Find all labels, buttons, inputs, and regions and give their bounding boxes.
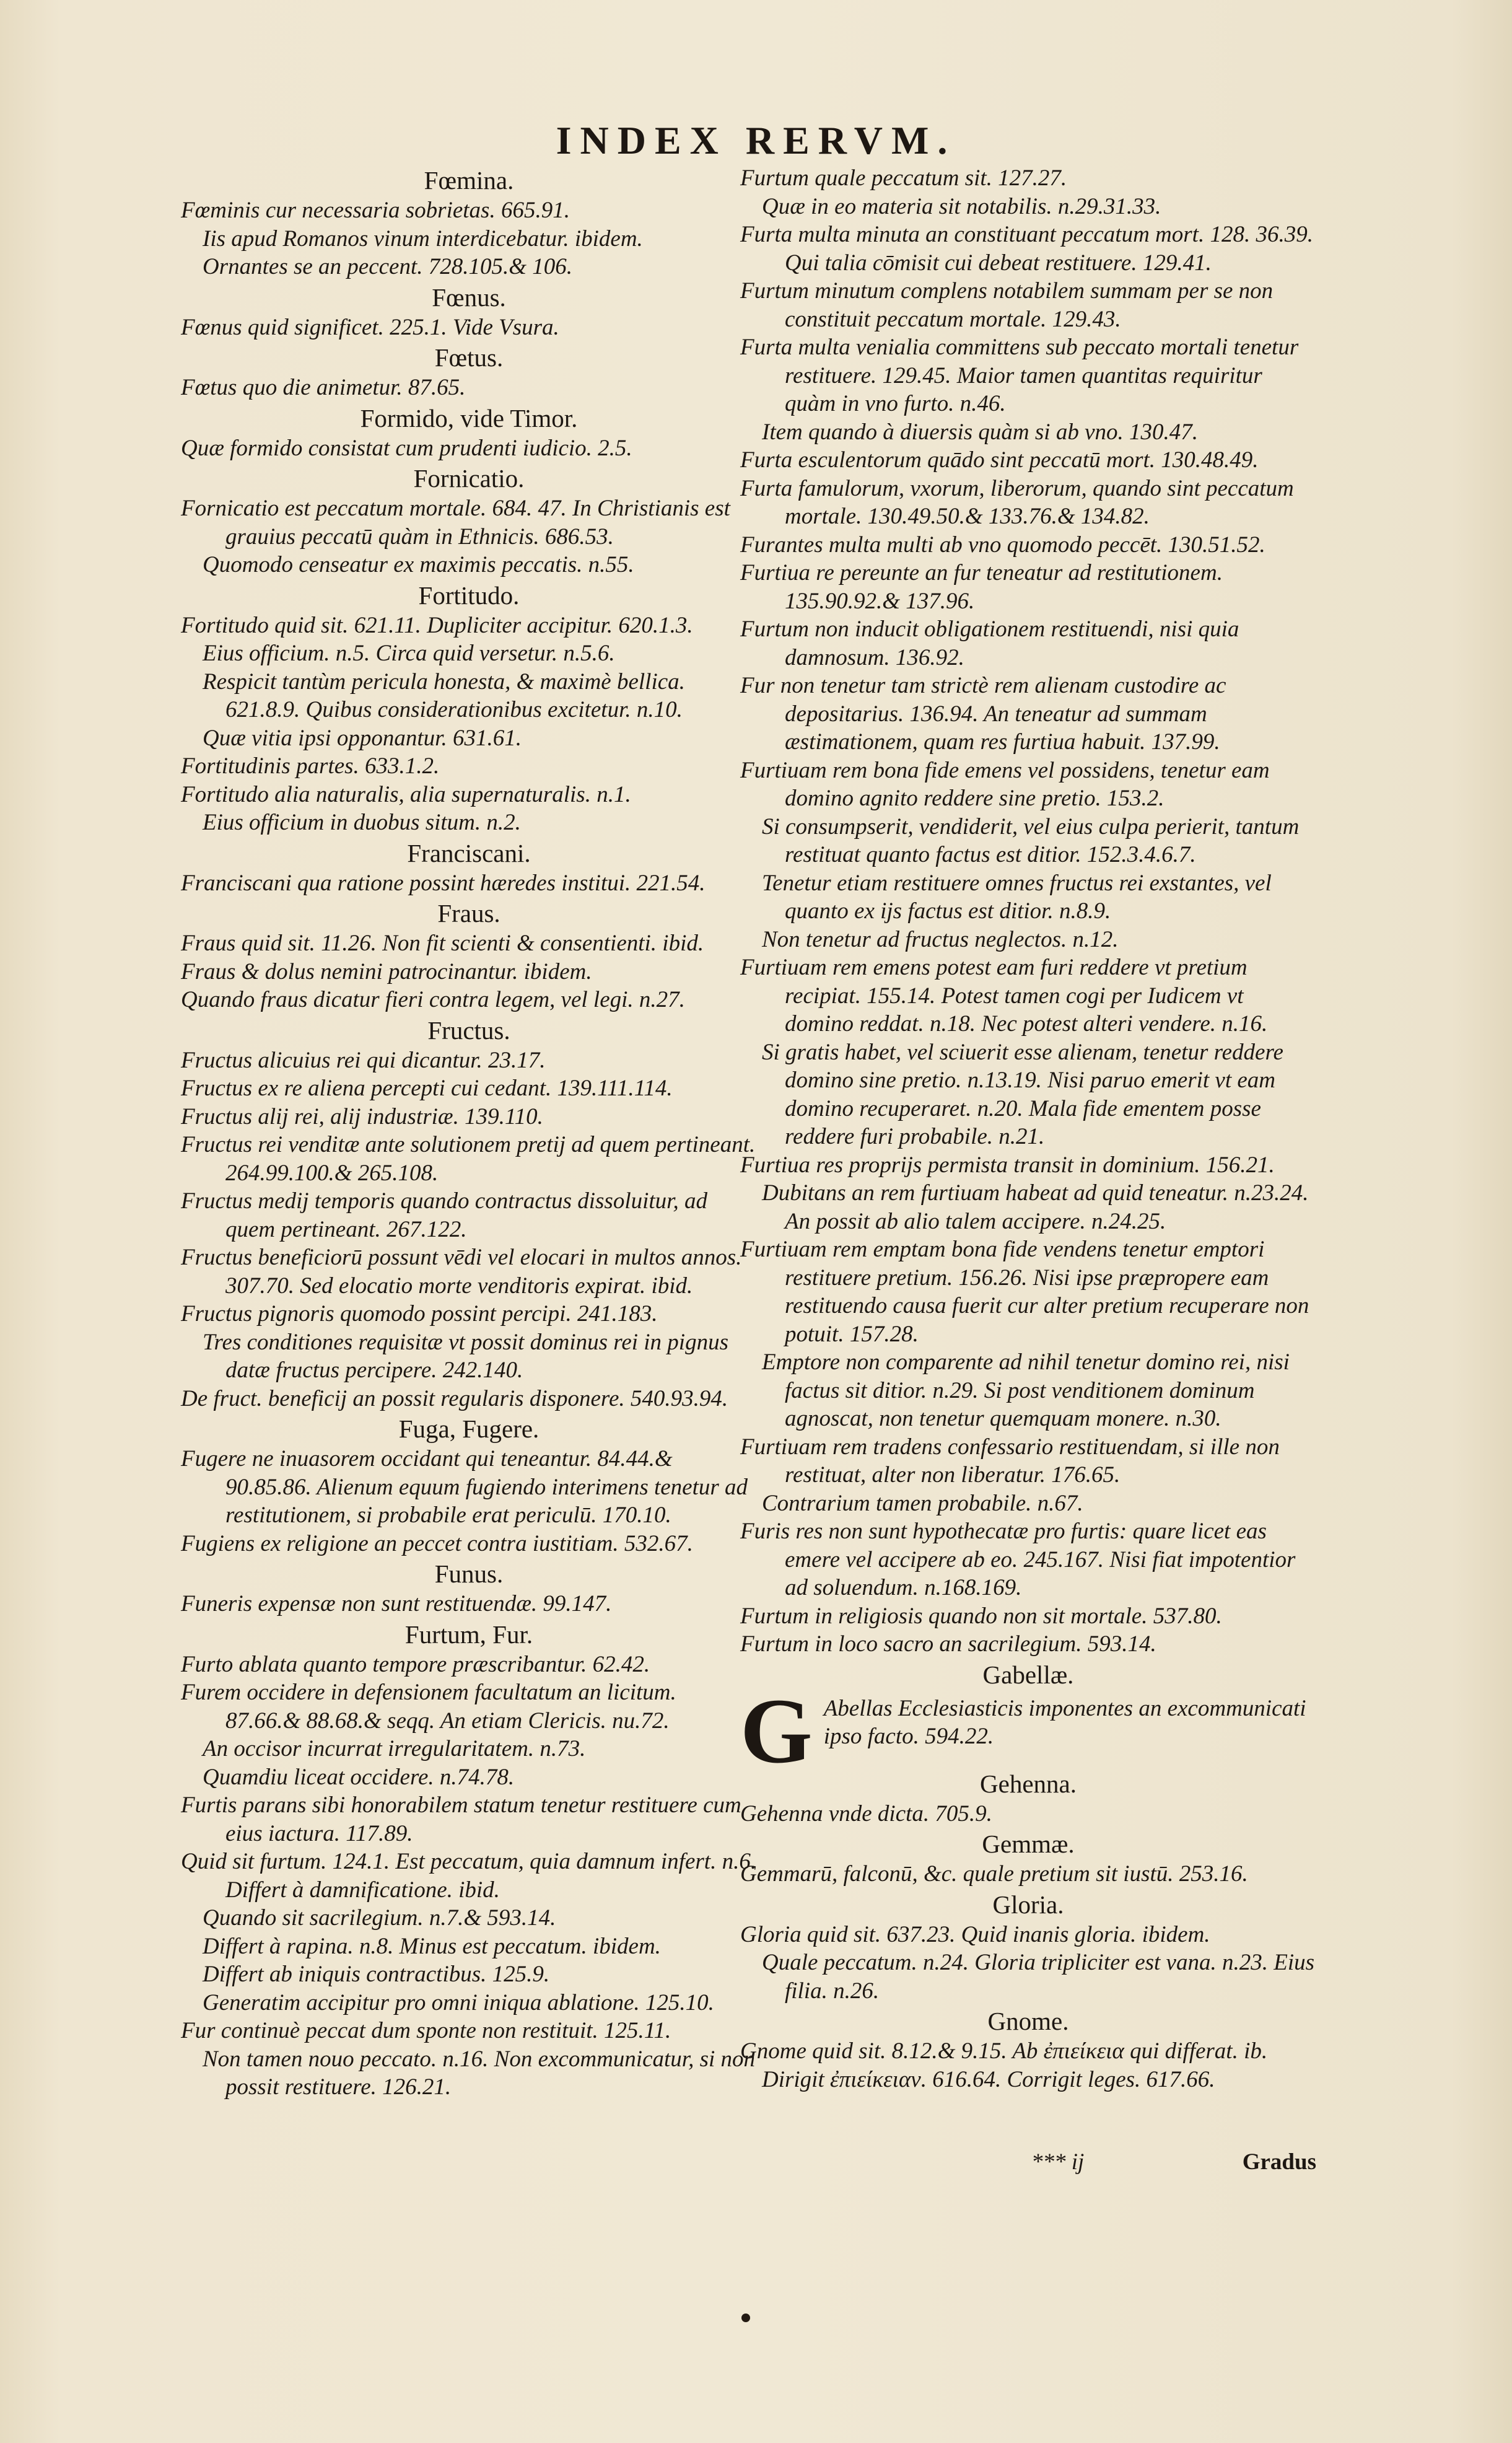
index-subentry: Item quando à diuersis quàm si ab vno. 130.47. [762, 419, 1198, 445]
index-subentry: Dirigit ἐπιείκειαν. 616.64. Corrigit leges. 617.66. [762, 2066, 1215, 2092]
index-entry: Quando fraus dicatur fieri contra legem, vel legi. n.27. [181, 987, 685, 1012]
index-heading: Fructus. [427, 1015, 510, 1045]
index-entry: Furtum non inducit obligationem restituendi, nisi quia damnosum. 136.92. [740, 616, 1239, 670]
index-entry: Furta multa venialia committens sub peccato mortali tenetur restituere. 129.45. Maior tamen quantitas requiritur quàm in vno furto. n.46. [740, 335, 1299, 416]
index-entry: Fugiens ex religione an peccet contra iustitiam. 532.67. [181, 1530, 693, 1556]
catchword: Gradus [1242, 2149, 1316, 2175]
index-subentry: Generatim accipitur pro omni iniqua ablatione. 125.10. [203, 1989, 714, 2015]
right-column [740, 164, 1316, 2094]
index-entry: Furtis parans sibi honorabilem statum tenetur restituere cum eius iactura. 117.89. [181, 1792, 741, 1846]
index-heading: Fortitudo. [418, 581, 520, 610]
index-subentry: Emptore non comparente ad nihil tenetur domino rei, nisi factus sit ditior. n.29. Si post venditionem dominum agnoscat, non tenetur quemquam monere. n.30. [762, 1349, 1290, 1431]
index-entry: Fraus quid sit. 11.26. Non fit scienti & consentienti. ibid. [181, 931, 704, 956]
index-subentry: Eius officium in duobus situm. n.2. [203, 810, 521, 835]
index-entry: Fortitudinis partes. 633.1.2. [181, 753, 440, 779]
index-entry: Fœnus quid significet. 225.1. Vide Vsura. [181, 314, 559, 340]
index-subentry: Non tamen nouo peccato. n.16. Non excommunicatur, si non possit restituere. 126.21. [203, 2046, 755, 2100]
index-entry: Gnome quid sit. 8.12.& 9.15. Ab ἐπιείκεια qui differat. ib. [740, 2038, 1268, 2064]
index-entry: Furtum quale peccatum sit. 127.27. [740, 165, 1067, 191]
index-entry: Furantes multa multi ab vno quomodo peccēt. 130.51.52. [740, 532, 1265, 558]
index-heading: Fœnus. [432, 283, 506, 312]
index-subentry: Eius officium. n.5. Circa quid versetur. n.5.6. [203, 641, 615, 666]
index-entry: Funeris expensæ non sunt restituendæ. 99.147. [181, 1591, 612, 1616]
index-heading: Gnome. [987, 2007, 1069, 2035]
index-entry: Furis res non sunt hypothecatæ pro furtis: quare licet eas emere vel accipere ab eo. 245.167. Nisi fiat impotentior ad soluendum. n.168.169. [740, 1519, 1296, 1600]
index-subentry: Quæ in eo materia sit notabilis. n.29.31.33. [762, 193, 1161, 219]
index-entry: Fur non tenetur tam strictè rem alienam custodire ac depositarius. 136.94. An teneatur ad summam æstimationem, quam res furtiua habuit. 137.99. [740, 673, 1226, 755]
index-subentry: Tres conditiones requisitæ vt possit dominus rei in pignus datæ fructus percipere. 242.140. [203, 1329, 728, 1383]
index-heading: Furtum, Fur. [404, 1620, 533, 1649]
index-entry: Fœminis cur necessaria sobrietas. 665.91. [181, 198, 570, 223]
index-heading: Franciscani. [407, 838, 531, 867]
index-entry: Fructus pignoris quomodo possint percipi. 241.183. [181, 1301, 658, 1327]
index-entry: Furta famulorum, vxorum, liberorum, quando sint peccatum mortale. 130.49.50.& 133.76.& 134.82. [740, 475, 1294, 529]
index-entry: Quid sit furtum. 124.1. Est peccatum, quia damnum infert. n.6. Differt à damnificatione. ibid. [181, 1849, 757, 1903]
index-subentry: An occisor incurrat irregularitatem. n.73. [203, 1736, 586, 1761]
index-subentry: Quale peccatum. n.24. Gloria tripliciter est vana. n.23. Eius filia. n.26. [762, 1950, 1314, 2004]
index-entry: De fruct. beneficij an possit regularis disponere. 540.93.94. [181, 1385, 728, 1411]
index-entry-text: Abellas Ecclesiasticis imponentes an excommunicati ipso facto. 594.22. [823, 1695, 1306, 1749]
index-entry: Furta esculentorum quādo sint peccatū mort. 130.48.49. [740, 447, 1259, 473]
index-subentry: Respicit tantùm pericula honesta, & maximè bellica. 621.8.9. Quibus considerationibus excitetur. n.10. [203, 669, 685, 722]
index-entry: Furtum in loco sacro an sacrilegium. 593.14. [740, 1631, 1156, 1657]
ink-dot [741, 2314, 750, 2322]
index-entry: Fornicatio est peccatum mortale. 684. 47. In Christianis est grauius peccatū quàm in Ethnicis. 686.53. [181, 496, 730, 550]
index-entry: Furtiua re pereunte an fur teneatur ad restitutionem. 135.90.92.& 137.96. [740, 560, 1223, 614]
index-subentry: Ornantes se an peccent. 728.105.& 106. [203, 254, 573, 279]
index-entry: Fructus beneficiorū possunt vēdi vel elocari in multos annos. 307.70. Sed elocatio morte venditoris expirat. ibid. [181, 1245, 742, 1299]
index-entry: Furtum in religiosis quando non sit mortale. 537.80. [740, 1603, 1222, 1629]
index-entry: Fructus rei venditæ ante solutionem pretij ad quem pertineant. 264.99.100.& 265.108. [181, 1132, 756, 1186]
index-entry: Fœtus quo die animetur. 87.65. [181, 375, 466, 400]
index-entry: Furto ablata quanto tempore præscribantur. 62.42. [181, 1651, 650, 1677]
index-entry: Furem occidere in defensionem facultatum an licitum. 87.66.& 88.68.& seqq. An etiam Clericis. nu.72. [181, 1680, 676, 1734]
index-heading: Gloria. [992, 1890, 1064, 1919]
index-heading: Fornicatio. [413, 464, 525, 493]
index-entry: Fortitudo quid sit. 621.11. Dupliciter accipitur. 620.1.3. [181, 612, 693, 638]
signature-mark: *** ij [1031, 2149, 1085, 2175]
index-subentry: Quomodo censeatur ex maximis peccatis. n.55. [203, 552, 634, 577]
index-entry: Franciscani qua ratione possint hæredes institui. 221.54. [181, 870, 706, 896]
index-heading: Gabellæ. [982, 1660, 1074, 1689]
index-entry: Fraus & dolus nemini patrocinantur. ibidem. [181, 958, 592, 985]
index-heading: Fraus. [437, 899, 500, 928]
index-subentry: Non tenetur ad fructus neglectos. n.12. [762, 926, 1119, 952]
index-heading: Formido, vide Timor. [360, 403, 578, 432]
index-entry: Furtiuam rem emptam bona fide vendens tenetur emptori restituere pretium. 156.26. Nisi ipse præpropere eam restituendo causa fuerit cur alter pretium recuperare non potuit. 157.28. [740, 1237, 1309, 1347]
index-subentry: Si consumpserit, vendiderit, vel eius culpa perierit, tantum restituat quanto factus est ditior. 152.3.4.6.7. [762, 814, 1300, 867]
index-entry: Furta multa minuta an constituant peccatum mort. 128. 36.39. Qui talia cōmisit cui debeat restituere. 129.41. [740, 222, 1313, 276]
index-entry: Fur continuè peccat dum sponte non restituit. 125.11. [181, 2018, 671, 2043]
index-heading: Fœmina. [424, 166, 514, 195]
index-subentry: Quamdiu liceat occidere. n.74.78. [203, 1764, 515, 1790]
index-entry: Furtiuam rem bona fide emens vel possidens, tenetur eam domino agnito reddere sine pretio. 153.2. [740, 757, 1270, 811]
index-entry: Gehenna vnde dicta. 705.9. [740, 1800, 992, 1827]
index-entry: Gemmarū, falconū, &c. quale pretium sit iustū. 253.16. [740, 1861, 1248, 1887]
index-entry: Gloria quid sit. 637.23. Quid inanis gloria. ibidem. [740, 1921, 1210, 1947]
index-heading: Gehenna. [980, 1769, 1077, 1798]
index-subentry: Contrarium tamen probabile. n.67. [762, 1490, 1083, 1516]
index-entry: Furtiuam rem tradens confessario restituendam, si ille non restituat, alter non liberatur. 176.65. [740, 1434, 1280, 1488]
index-heading: Fœtus. [434, 343, 504, 372]
index-entry: Fortitudo alia naturalis, alia supernaturalis. n.1. [181, 781, 631, 807]
index-subentry: Quando sit sacrilegium. n.7.& 593.14. [203, 1905, 556, 1931]
index-entry: Fugere ne inuasorem occidant qui teneantur. 84.44.& 90.85.86. Alienum equum fugiendo interimens tenetur ad restitutionem, si probabile erat periculū. 170.10. [181, 1446, 748, 1528]
page-title: INDEX RERVM. [556, 118, 956, 162]
index-heading: Gemmæ. [982, 1830, 1075, 1858]
index-heading: Fuga, Fugere. [398, 1414, 540, 1443]
index-entry-dropcap [740, 1679, 1316, 1783]
index-subentry: Quæ vitia ipsi opponantur. 631.61. [203, 725, 522, 751]
index-subentry: Differt à rapina. n.8. Minus est peccatum. ibidem. [203, 1933, 661, 1959]
index-entry: Furtum minutum complens notabilem summam per se non constituit peccatum mortale. 129.43. [740, 278, 1274, 332]
left-column [181, 164, 757, 2102]
index-subentry: Si gratis habet, vel sciuerit esse alienam, tenetur reddere domino sine pretio. n.13.19. Nisi paruo emerit vt eam domino recuperaret. n.20. Mala fide ementem posse reddere furi probabile. n.21. [762, 1039, 1283, 1149]
index-subentry: Iis apud Romanos vinum interdicebatur. ibidem. [203, 226, 643, 252]
drop-capital: G [740, 1679, 813, 1783]
index-subentry: Dubitans an rem furtiuam habeat ad quid teneatur. n.23.24. An possit ab alio talem accipere. n.24.25. [762, 1180, 1309, 1234]
index-subentry: Tenetur etiam restituere omnes fructus rei exstantes, vel quanto ex ijs factus est ditior. n.8.9. [762, 870, 1272, 924]
index-entry: Fructus alicuius rei qui dicantur. 23.17. [181, 1047, 546, 1073]
index-subentry: Differt ab iniquis contractibus. 125.9. [203, 1962, 550, 1987]
index-entry: Fructus medij temporis quando contractus dissoluitur, ad quem pertineant. 267.122. [181, 1188, 707, 1242]
index-heading: Funus. [434, 1559, 504, 1588]
index-entry: Fructus alij rei, alij industriæ. 139.110. [181, 1103, 543, 1129]
index-entry: Furtiuam rem emens potest eam furi reddere vt pretium recipiat. 155.14. Potest tamen cogi per Iudicem vt domino reddat. n.18. Nec potest alteri vendere. n.16. [740, 955, 1268, 1037]
index-entry: Quæ formido consistat cum prudenti iudicio. 2.5. [181, 435, 632, 461]
index-entry: Fructus ex re aliena percepti cui cedant. 139.111.114. [181, 1076, 673, 1101]
index-entry: Furtiua res proprijs permista transit in dominium. 156.21. [740, 1152, 1275, 1178]
